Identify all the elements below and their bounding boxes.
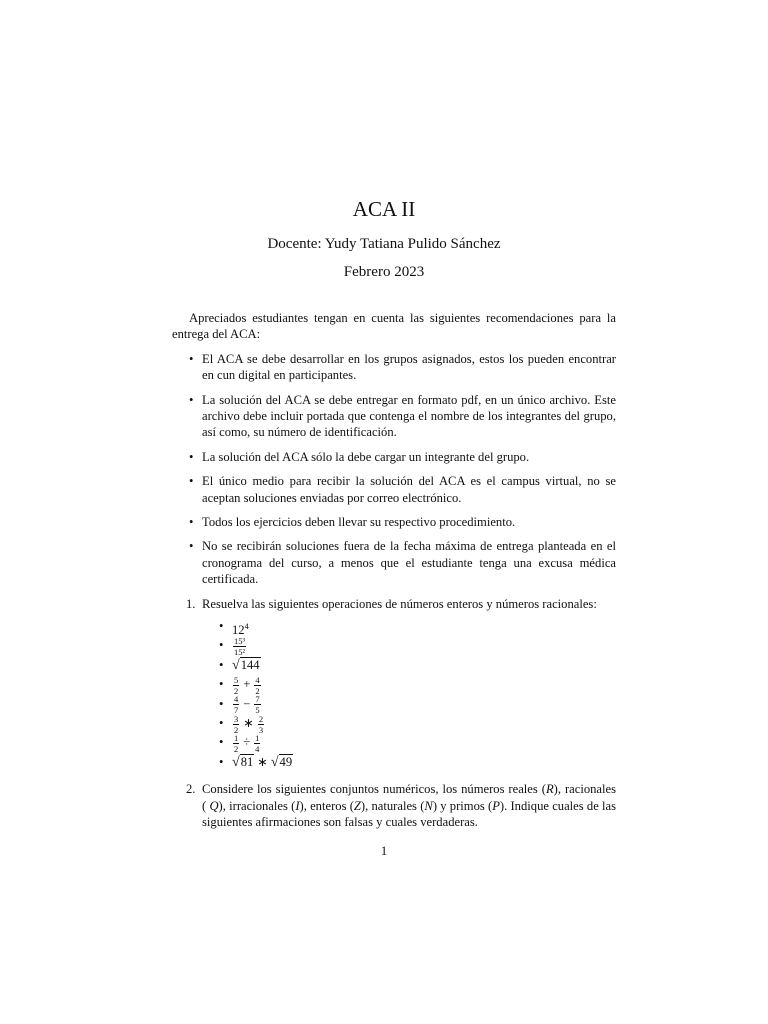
set-symbol: R — [545, 782, 554, 797]
fraction-denominator: 5 — [255, 705, 260, 716]
recommendation-text: Todos los ejercicios deben llevar su respectivo procedimiento. — [202, 515, 516, 530]
bullet-icon: • — [219, 657, 224, 672]
document-body — [172, 310, 616, 839]
fraction-denominator: 2 — [234, 685, 239, 696]
recommendation-item — [172, 351, 616, 384]
recommendation-item — [172, 538, 616, 587]
document-date: Febrero 2023 — [343, 264, 425, 280]
recommendation-text: No se recibirán soluciones fuera de la fecha máxima de entrega planteada en el cronograma del curso, a menos que el estudiante tenga una excusa médica certificada. — [202, 539, 616, 587]
document-title: ACA II — [352, 197, 416, 221]
text-run: Considere los siguientes conjuntos numéricos, los números reales ( — [202, 782, 546, 797]
exercise-text: Resuelva las siguientes operaciones de números enteros y números racionales: — [202, 596, 597, 611]
set-symbol: Z — [353, 798, 361, 813]
radical-icon: √ — [232, 657, 240, 673]
text-run: ), enteros ( — [299, 798, 354, 813]
operations-list — [202, 617, 616, 772]
operation-item — [202, 695, 616, 714]
bullet-icon: • — [189, 539, 194, 554]
fraction — [254, 734, 260, 753]
fraction — [233, 676, 239, 695]
radicand: 144 — [240, 657, 260, 672]
fraction-numerator: 15³ — [234, 636, 246, 647]
exercise-list — [172, 596, 616, 831]
bullet-icon: • — [219, 735, 224, 750]
set-symbol: N — [424, 798, 433, 813]
radicand: 49 — [279, 754, 293, 769]
operator: ∗ — [243, 716, 254, 731]
recommendation-item — [172, 473, 616, 506]
radical-icon: √ — [270, 754, 279, 770]
bullet-icon: • — [219, 696, 224, 711]
square-root — [232, 753, 254, 772]
text-run: ). Indique cuales de las siguientes afirmaciones son falsas y cuales verdaderas. — [202, 798, 617, 830]
recommendation-item — [172, 449, 616, 465]
exercise-number: 1. — [186, 596, 196, 611]
square-root — [271, 753, 293, 772]
fraction-numerator: 3 — [234, 713, 239, 724]
fraction-denominator: 4 — [255, 744, 260, 755]
fraction — [233, 637, 246, 656]
fraction-numerator: 5 — [234, 674, 239, 685]
recommendation-text: La solución del ACA sólo la debe cargar un integrante del grupo. — [202, 449, 530, 464]
operation-item — [202, 617, 616, 636]
page-number: 1 — [380, 844, 388, 858]
operation-item — [202, 675, 616, 694]
exercise-1 — [172, 596, 616, 773]
set-symbol: P — [492, 798, 500, 813]
fraction-denominator: 2 — [234, 744, 239, 755]
fraction-denominator: 7 — [234, 705, 239, 716]
bullet-icon: • — [219, 716, 224, 731]
fraction — [233, 734, 239, 753]
fraction-denominator: 2 — [234, 724, 239, 735]
square-root — [232, 656, 261, 675]
recommendation-text: El único medio para recibir la solución del ACA es el campus virtual, no se aceptan soluciones enviadas por correo electrónico. — [202, 474, 616, 505]
fraction — [258, 715, 264, 734]
operation-item — [202, 753, 616, 772]
fraction — [254, 695, 260, 714]
intro-paragraph: Apreciados estudiantes tengan en cuenta las siguientes recomendaciones para la entrega del ACA: — [172, 311, 616, 342]
fraction — [233, 695, 239, 714]
operator: ∗ — [257, 754, 268, 769]
text-run: ), naturales ( — [360, 798, 425, 813]
operator: − — [243, 696, 251, 711]
recommendation-item — [172, 392, 616, 441]
fraction-denominator: 2 — [255, 685, 260, 696]
recommendation-item — [172, 514, 616, 530]
bullet-icon: • — [189, 392, 194, 407]
fraction-numerator: 1 — [234, 733, 239, 744]
bullet-icon: • — [219, 638, 224, 653]
bullet-icon: • — [219, 677, 224, 692]
fraction-denominator: 3 — [258, 724, 264, 735]
operator: + — [243, 677, 251, 692]
power-exponent: 4 — [244, 621, 249, 632]
operation-item — [202, 636, 616, 658]
exercise-text — [202, 782, 616, 829]
exercise-2 — [172, 781, 616, 830]
radical-icon: √ — [232, 754, 240, 770]
text-run: ), irracionales ( — [218, 798, 296, 813]
recommendations-list — [172, 351, 616, 588]
text-run: ) y primos ( — [432, 798, 493, 813]
operator: ÷ — [243, 735, 251, 750]
bullet-icon: • — [219, 754, 224, 769]
fraction-numerator: 7 — [255, 694, 260, 705]
operation-item — [202, 714, 616, 733]
set-symbol: Q — [209, 798, 219, 813]
exercise-number: 2. — [186, 782, 196, 797]
operation-item — [202, 656, 616, 675]
bullet-icon: • — [219, 619, 224, 634]
recommendation-text: El ACA se debe desarrollar en los grupos asignados, estos los pueden encontrar en cun digital en participantes. — [202, 351, 616, 383]
bullet-icon: • — [189, 449, 194, 464]
power-base: 12 — [232, 623, 245, 638]
bullet-icon: • — [189, 351, 194, 366]
text-run: ), racionales ( — [202, 782, 616, 813]
fraction — [233, 715, 239, 734]
fraction-numerator: 4 — [255, 674, 260, 685]
fraction-numerator: 1 — [255, 733, 260, 744]
radicand: 81 — [240, 754, 254, 769]
document-author: Docente: Yudy Tatiana Pulido Sánchez — [267, 236, 501, 252]
bullet-icon: • — [189, 474, 194, 489]
bullet-icon: • — [189, 515, 194, 530]
fraction-denominator: 15² — [234, 647, 246, 658]
fraction — [254, 676, 260, 695]
operation-item — [202, 733, 616, 755]
set-symbol: I — [295, 798, 300, 813]
recommendation-text: La solución del ACA se debe entregar en formato pdf, en un único archivo. Este archivo debe incluir portada que contenga el nombre de los integrantes del grupo, así como, su número de identificación. — [202, 392, 616, 440]
fraction-numerator: 4 — [234, 694, 239, 705]
fraction-numerator: 2 — [258, 713, 264, 724]
